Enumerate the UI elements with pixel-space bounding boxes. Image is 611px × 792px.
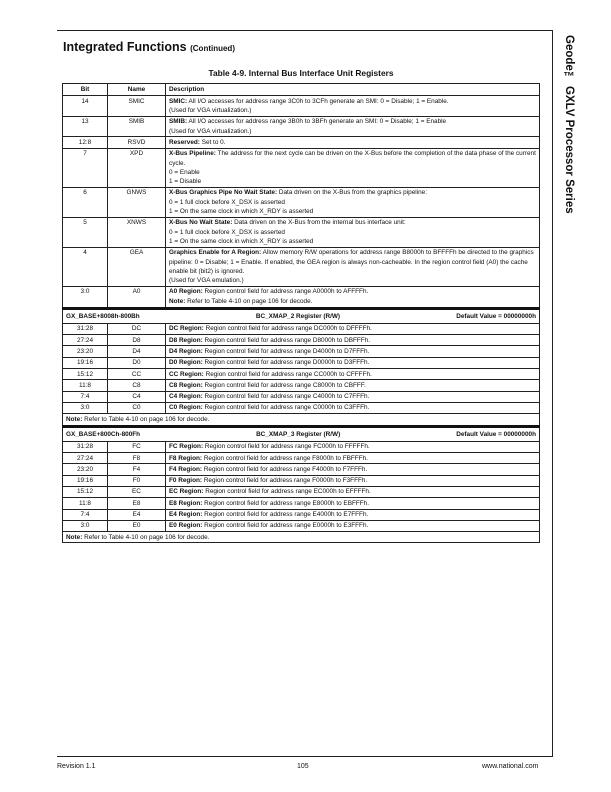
field-term: F4 Region: — [169, 465, 203, 473]
register-header — [63, 308, 540, 323]
section-suffix: (Continued) — [190, 44, 235, 53]
bit-cell: 31:28 — [63, 441, 108, 452]
field-term: CC Region: — [169, 370, 204, 378]
field-term: D0 Region: — [169, 359, 203, 367]
name-cell: SMIB — [108, 116, 166, 137]
description-text: Region control field for address range C8000h to CBFFF. — [204, 381, 366, 389]
table-row — [63, 346, 540, 357]
bit-cell: 7:4 — [63, 509, 108, 520]
name-cell: D0 — [108, 357, 166, 368]
note-label: Note: — [66, 415, 83, 423]
note-row — [63, 532, 540, 543]
description-cell — [166, 335, 540, 346]
register-header-row — [63, 308, 540, 323]
description-cell — [166, 380, 540, 391]
table-row — [63, 116, 540, 137]
description-text: 0 = 1 full clock before X_DSX is asserted — [169, 198, 285, 206]
name-cell: DC — [108, 323, 166, 334]
name-cell: F0 — [108, 475, 166, 486]
table-row — [63, 498, 540, 509]
table-row — [63, 380, 540, 391]
description-line — [169, 403, 536, 412]
bit-cell: 27:24 — [63, 453, 108, 464]
description-text: All I/O accesses for address range 3B0h to 3BFh generate an SMI: 0 = Disable; 1 = Enable — [188, 118, 447, 126]
description-cell — [166, 402, 540, 413]
description-text: Region control field for address range D0000h to D3FFFh. — [204, 359, 370, 367]
register-header-row — [63, 426, 540, 441]
table-header — [63, 84, 540, 96]
bit-cell: 27:24 — [63, 335, 108, 346]
section-title-text: Integrated Functions — [63, 40, 187, 54]
note-row — [63, 414, 540, 426]
table-row — [63, 187, 540, 217]
field-term: D4 Region: — [169, 347, 203, 355]
bit-cell: 7:4 — [63, 391, 108, 402]
note-label: Note: — [169, 297, 186, 305]
table-row — [63, 369, 540, 380]
bit-cell: 12:8 — [63, 137, 108, 148]
table-row — [63, 96, 540, 117]
description-cell — [166, 369, 540, 380]
field-term: EC Region: — [169, 488, 204, 496]
description-line — [169, 207, 536, 216]
description-text: Region control field for address range E4000h to E7FFFh. — [204, 511, 369, 519]
description-text: Region control field for address range D4000h to D7FFFh. — [204, 347, 370, 355]
description-cell — [166, 464, 540, 475]
description-text: Region control field for address range DC000h to DFFFFh. — [205, 325, 372, 333]
description-cell — [166, 509, 540, 520]
description-cell — [166, 217, 540, 247]
description-text: Data driven on the X-Bus from the internal bus interface unit: — [234, 219, 406, 227]
field-term: E4 Region: — [169, 511, 203, 519]
name-cell: XNWS — [108, 217, 166, 247]
description-line — [169, 149, 536, 168]
section-title — [63, 40, 235, 54]
field-term: E0 Region: — [169, 522, 203, 530]
description-cell — [166, 286, 540, 308]
table-row — [63, 323, 540, 334]
description-cell — [166, 187, 540, 217]
bit-cell: 15:12 — [63, 486, 108, 497]
note-text: Refer to Table 4-10 on page 106 for decode. — [84, 415, 210, 423]
note-line — [169, 297, 536, 306]
field-term: X-Bus Pipeline: — [169, 150, 216, 158]
description-text: Region control field for address range E0000h to E3FFFh. — [204, 522, 369, 530]
side-title: Geode™ GXLV Processor Series — [563, 35, 575, 214]
description-cell — [166, 441, 540, 452]
bit-cell: 5 — [63, 217, 108, 247]
name-cell: E0 — [108, 520, 166, 531]
description-line — [169, 487, 536, 496]
description-text: Data driven on the X-Bus from the graphics pipeline: — [278, 189, 427, 197]
description-cell — [166, 137, 540, 148]
description-text: Region control field for address range C0000h to C3FFFh. — [204, 404, 370, 412]
header-bit: Bit — [63, 84, 108, 96]
field-term: X-Bus No Wait State: — [169, 219, 233, 227]
description-text: Allow memory R/W operations for address range B8000h to BFFFFh be directed to the graphics pipeline: 0 = Disable; 1 = Enable. If enabled, the GEA region is always non-cacheable. In the region control field (A0) the cache enable bit (bit2) is ignored. — [169, 249, 534, 275]
description-line — [169, 218, 536, 227]
field-term: C8 Region: — [169, 381, 203, 389]
bit-cell: 31:28 — [63, 323, 108, 334]
note-text: Refer to Table 4-10 on page 106 for decode. — [187, 297, 313, 305]
table-row — [63, 453, 540, 464]
note-cell — [63, 414, 540, 426]
description-line — [169, 138, 536, 147]
footer-page-number: 105 — [297, 763, 309, 770]
header-description: Description — [166, 84, 540, 96]
name-cell: C4 — [108, 391, 166, 402]
description-line — [169, 188, 536, 197]
description-text: The address for the next cycle can be driven on the X-Bus before the completion of the data phase of the current cycle. — [169, 150, 536, 167]
bit-cell: 3:0 — [63, 402, 108, 413]
bit-cell: 14 — [63, 96, 108, 117]
description-line — [169, 198, 536, 207]
note-text: Refer to Table 4-10 on page 106 for decode. — [84, 533, 210, 541]
description-text: Region control field for address range D8000h to DBFFFh. — [204, 336, 371, 344]
table-row — [63, 137, 540, 148]
name-cell: A0 — [108, 286, 166, 308]
description-cell — [166, 148, 540, 187]
field-term: SMIB: — [169, 118, 188, 126]
name-cell: D4 — [108, 346, 166, 357]
name-cell: CC — [108, 369, 166, 380]
description-cell — [166, 498, 540, 509]
description-line — [169, 168, 536, 177]
bit-cell: 7 — [63, 148, 108, 187]
description-text: Region control field for address range CC000h to CFFFFh. — [205, 370, 372, 378]
description-line — [169, 510, 536, 519]
name-cell: E8 — [108, 498, 166, 509]
bit-cell: 11:8 — [63, 498, 108, 509]
description-line — [169, 97, 536, 106]
name-cell: D8 — [108, 335, 166, 346]
description-cell — [166, 475, 540, 486]
description-cell — [166, 391, 540, 402]
description-line — [169, 476, 536, 485]
name-cell: F8 — [108, 453, 166, 464]
description-cell — [166, 323, 540, 334]
description-text: Region control field for address range E8000h to EBFFFh. — [204, 499, 369, 507]
register-name: BC_XMAP_3 Register (R/W) — [256, 430, 341, 438]
table-row — [63, 217, 540, 247]
description-text: 0 = 1 full clock before X_DSX is asserted — [169, 228, 285, 236]
name-cell: FC — [108, 441, 166, 452]
table-row — [63, 391, 540, 402]
header-name: Name — [108, 84, 166, 96]
footer-url: www.national.com — [482, 763, 539, 770]
name-cell: SMIC — [108, 96, 166, 117]
table-row — [63, 335, 540, 346]
field-term: FC Region: — [169, 443, 204, 451]
note-label: Note: — [66, 533, 83, 541]
note-cell — [63, 532, 540, 543]
description-line — [169, 499, 536, 508]
description-line — [169, 177, 536, 186]
field-term: Reserved: — [169, 138, 200, 146]
description-cell — [166, 96, 540, 117]
description-line — [169, 324, 536, 333]
field-term: X-Bus Graphics Pipe No Wait State: — [169, 189, 278, 197]
table-row — [63, 520, 540, 531]
description-line — [169, 127, 536, 136]
register-default-value: Default Value = 00000000h — [456, 430, 536, 438]
description-text: 0 = Enable — [169, 168, 200, 176]
description-cell — [166, 453, 540, 464]
table-row — [63, 509, 540, 520]
table-row — [63, 286, 540, 308]
description-line — [169, 237, 536, 246]
description-line — [169, 370, 536, 379]
table-row — [63, 475, 540, 486]
description-text: (Used for VGA emulation.) — [169, 277, 244, 285]
bit-cell: 4 — [63, 247, 108, 286]
name-cell: GEA — [108, 247, 166, 286]
bit-cell: 3:0 — [63, 286, 108, 308]
register-address: GX_BASE+8008h-800Bh — [66, 312, 140, 320]
field-term: E8 Region: — [169, 499, 203, 507]
description-text: 1 = Disable — [169, 178, 202, 186]
table-caption: Table 4-9. Internal Bus Interface Unit Registers — [208, 68, 394, 78]
bit-cell: 11:8 — [63, 380, 108, 391]
description-line — [169, 465, 536, 474]
description-line — [169, 276, 536, 285]
description-text: Region control field for address range C4000h to C7FFFh. — [204, 393, 370, 401]
field-term: DC Region: — [169, 325, 204, 333]
table-row — [63, 247, 540, 286]
register-header — [63, 426, 540, 441]
description-text: 1 = On the same clock in which X_RDY is asserted — [169, 208, 314, 216]
field-term: F0 Region: — [169, 477, 203, 485]
description-cell — [166, 486, 540, 497]
bit-cell: 19:16 — [63, 475, 108, 486]
field-term: C0 Region: — [169, 404, 203, 412]
table-row — [63, 441, 540, 452]
description-text: 1 = On the same clock in which X_RDY is asserted — [169, 237, 314, 245]
field-term: F8 Region: — [169, 454, 203, 462]
footer-revision: Revision 1.1 — [57, 763, 96, 770]
description-line — [169, 117, 536, 126]
field-term: Graphics Enable for A Region: — [169, 249, 262, 257]
description-line — [169, 392, 536, 401]
description-text: Set to 0. — [201, 138, 226, 146]
description-text: Region control field for address range F0000h to F3FFFh. — [203, 477, 368, 485]
description-line — [169, 358, 536, 367]
bit-cell: 13 — [63, 116, 108, 137]
name-cell: E4 — [108, 509, 166, 520]
name-cell: EC — [108, 486, 166, 497]
description-cell — [166, 520, 540, 531]
description-cell — [166, 247, 540, 286]
field-term: SMIC: — [169, 97, 188, 105]
description-cell — [166, 346, 540, 357]
description-line — [169, 106, 536, 115]
description-line — [169, 228, 536, 237]
description-text: All I/O accesses for address range 3C0h to 3CFh generate an SMI: 0 = Disable; 1 = Enable. — [188, 97, 449, 105]
field-term: C4 Region: — [169, 393, 203, 401]
table-row — [63, 357, 540, 368]
description-line — [169, 336, 536, 345]
description-text: Region control field for address range A0000h to AFFFFh. — [204, 288, 369, 296]
description-line — [169, 521, 536, 530]
field-term: A0 Region: — [169, 288, 203, 296]
table-row — [63, 486, 540, 497]
name-cell: RSVD — [108, 137, 166, 148]
register-default-value: Default Value = 00000000h — [456, 312, 536, 320]
description-text: Region control field for address range F8000h to FBFFFh. — [203, 454, 368, 462]
bit-cell: 15:12 — [63, 369, 108, 380]
bit-cell: 23:20 — [63, 464, 108, 475]
table-row — [63, 464, 540, 475]
description-text: Region control field for address range FC000h to FFFFFh. — [204, 443, 370, 451]
bit-cell: 23:20 — [63, 346, 108, 357]
description-text: Region control field for address range EC000h to EFFFFh. — [205, 488, 371, 496]
description-cell — [166, 357, 540, 368]
name-cell: F4 — [108, 464, 166, 475]
description-text: Region control field for address range F4000h to F7FFFh. — [203, 465, 368, 473]
register-table — [62, 83, 540, 543]
description-text: (Used for VGA virtualization.) — [169, 107, 252, 115]
name-cell: C8 — [108, 380, 166, 391]
bit-cell: 19:16 — [63, 357, 108, 368]
bit-cell: 3:0 — [63, 520, 108, 531]
table-row — [63, 148, 540, 187]
bit-cell: 6 — [63, 187, 108, 217]
description-line — [169, 347, 536, 356]
description-line — [169, 454, 536, 463]
table-row — [63, 402, 540, 413]
description-line — [169, 248, 536, 276]
description-line — [169, 381, 536, 390]
description-line — [169, 287, 536, 296]
register-name: BC_XMAP_2 Register (R/W) — [255, 312, 341, 320]
register-address: GX_BASE+800Ch-800Fh — [66, 430, 141, 438]
field-term: D8 Region: — [169, 336, 203, 344]
name-cell: GNWS — [108, 187, 166, 217]
register-header-content — [66, 312, 536, 321]
register-header-content — [66, 430, 536, 439]
name-cell: C0 — [108, 402, 166, 413]
description-line — [169, 442, 536, 451]
description-text: (Used for VGA virtualization.) — [169, 127, 252, 135]
name-cell: XPD — [108, 148, 166, 187]
description-cell — [166, 116, 540, 137]
